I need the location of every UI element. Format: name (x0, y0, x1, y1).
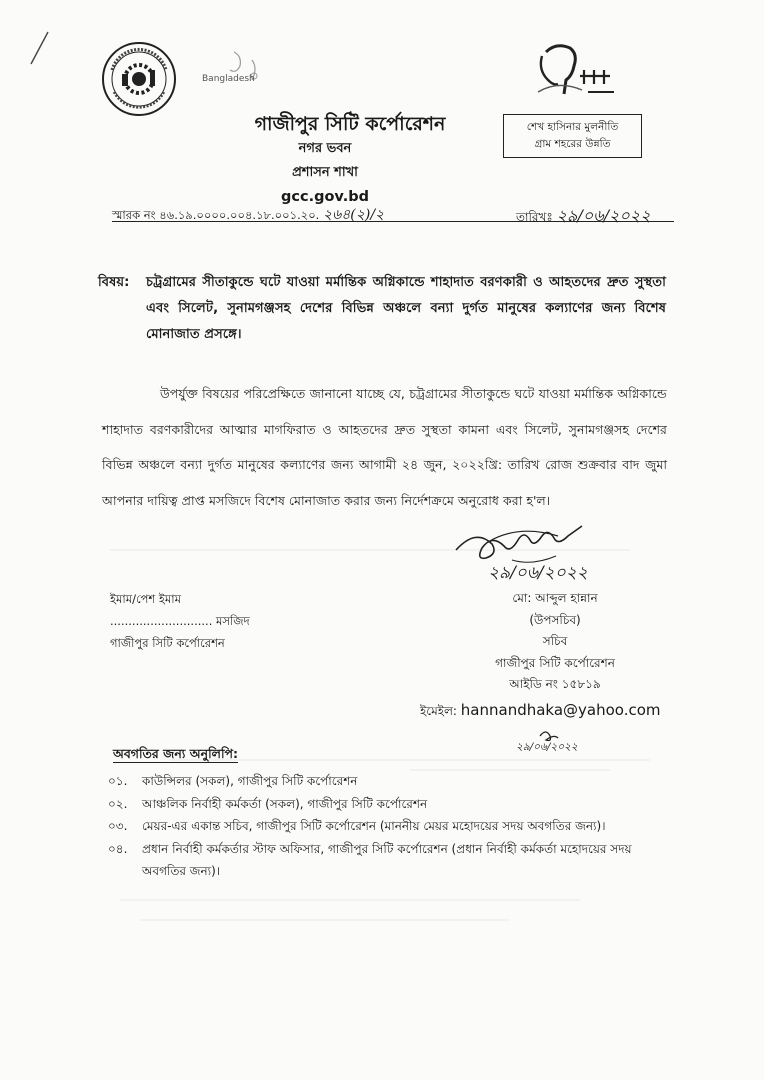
memo-date (516, 203, 651, 230)
recipient-title: ইমাম/পেশ ইমাম (110, 592, 181, 606)
header-rule (112, 221, 674, 222)
website: gcc.gov.bd (281, 189, 369, 205)
signature-date-handwritten: ২৯/০৬/২০২২ (488, 563, 588, 583)
email-address: hannandhaka@yahoo.com (460, 701, 661, 719)
copy-to-number: ০২. (108, 796, 128, 811)
pen-mark (28, 30, 50, 66)
copy-to-text: কাউন্সিলর (সকল), গাজীপুর সিটি কর্পোরেশন (142, 774, 358, 788)
bangladesh-logo-text: Bangladesh (202, 74, 255, 84)
recipient-mosque: ............................ মসজিদ (110, 614, 250, 628)
memo-date-handwritten: ২৯/০৬/২০২২ (556, 206, 651, 225)
copy-to-item (108, 838, 678, 883)
initial-date-handwritten: ২৯/০৬/২০২২ (516, 741, 578, 753)
copy-to-text: প্রধান নির্বাহী কর্মকর্তার স্টাফ অফিসার, গাজীপুর সিটি কর্পোরেশন (প্রধান নির্বাহী কর্মকর্তা মহোদয়ের সদয় অবগতির জন্য)। (142, 841, 632, 878)
copy-to-text: মেয়র-এর একান্ত সচিব, গাজীপুর সিটি কর্পোরেশন (মাননীয় মেয়র মহোদয়ের সদয় অবগতির জন্য)। (142, 819, 606, 833)
subject-block (98, 270, 666, 348)
copy-to-list (108, 770, 678, 883)
body-paragraph: উপর্যুক্ত বিষয়ের পরিপ্রেক্ষিতে জানানো যাচ্ছে যে, চট্রগ্রামের সীতাকুন্ডে ঘটে যাওয়া মর্মান্তিক অগ্নিকান্ডে শাহাদাত বরণকারীদের আত্মার মাগফিরাত ও আহতদের দ্রুত সুস্থতা কামনা এবং সিলেট, সুনামগঞ্জসহ দেশের বিভিন্ন অঞ্চলে বন্যা দুর্গত মানুষের কল্যাণের জন্য আগামী ২৪ জুন, ২০২২খ্রি: তারিখ রোজ শুক্রবার বাদ জুমা আপনার দায়িত্ব প্রাপ্ত মসজিদে বিশেষ মোনাজাত করার জন্য নির্দেশক্রমে অনুরোধ করা হ'ল। (102, 386, 667, 508)
body-paragraph-block (102, 376, 667, 518)
signatory-id: আইডি নং ১৫৮১৯ (509, 677, 601, 691)
copy-to-title: অবগতির জন্য অনুলিপি: (113, 746, 239, 761)
mujib-borsho-logo (532, 42, 624, 108)
copy-to-number: ০৩. (108, 819, 128, 833)
copy-to-number: ০৪. (108, 841, 128, 856)
slogan-line-1: শেখ হাসিনার মুলনীতি (526, 121, 619, 133)
signatory-title: সচিব (542, 634, 568, 648)
recipient-block (110, 588, 250, 654)
bangladesh-logo-mark-icon (196, 46, 266, 96)
email-label: ইমেইল: (420, 704, 457, 718)
building-name: নগর ভবন (298, 141, 352, 156)
signatory-block (430, 588, 680, 696)
organization-name: গাজীপুর সিটি কর্পোরেশন (254, 113, 446, 135)
subject-label: বিষয়: (98, 275, 130, 290)
signatory-rank: (উপসচিব) (529, 612, 581, 627)
signatory-name: মো: আব্দুল হান্নান (512, 591, 598, 605)
signatory-org: গাজীপুর সিটি কর্পোরেশন (495, 655, 615, 670)
copy-to-item (108, 793, 678, 816)
section-name: প্রশাসন শাখা (292, 165, 358, 180)
copy-to-number: ০১. (108, 774, 128, 788)
signatory-email-line (420, 701, 661, 723)
memo-reference-label: স্মারক নং ৪৬.১৯.০০০০.০০৪.১৮.০০১.২০. (112, 208, 320, 222)
memo-date-label: তারিখঃ (516, 210, 553, 224)
city-corporation-seal-logo (100, 40, 178, 118)
copy-to-item (108, 770, 678, 793)
copy-to-text: আঞ্চলিক নির্বাহী কর্মকর্তা (সকল), গাজীপুর সিটি কর্পোরেশন (142, 796, 428, 811)
memo-reference (112, 203, 384, 227)
recipient-org: গাজীপুর সিটি কর্পোরেশন (110, 636, 225, 650)
memo-reference-handwritten: ২৬৪(২)/২ (323, 207, 385, 223)
copy-to-item (108, 815, 678, 838)
bangladesh-logo (196, 46, 266, 96)
slogan-line-2: গ্রাম শহরের উন্নতি (534, 138, 611, 150)
slogan-box (503, 114, 642, 158)
subject-text: চট্রগ্রামের সীতাকুন্ডে ঘটে যাওয়া মর্মান্তিক অগ্নিকান্ডে শাহাদাত বরণকারী ও আহতদের দ্রুত সুস্থতা এবং সিলেট, সুনামগঞ্জসহ দেশের বিভিন্ন অঞ্চলে বন্যা দুর্গত মানুষের কল্যাণের জন্য বিশেষ মোনাজাত প্রসঙ্গে। (146, 275, 666, 342)
